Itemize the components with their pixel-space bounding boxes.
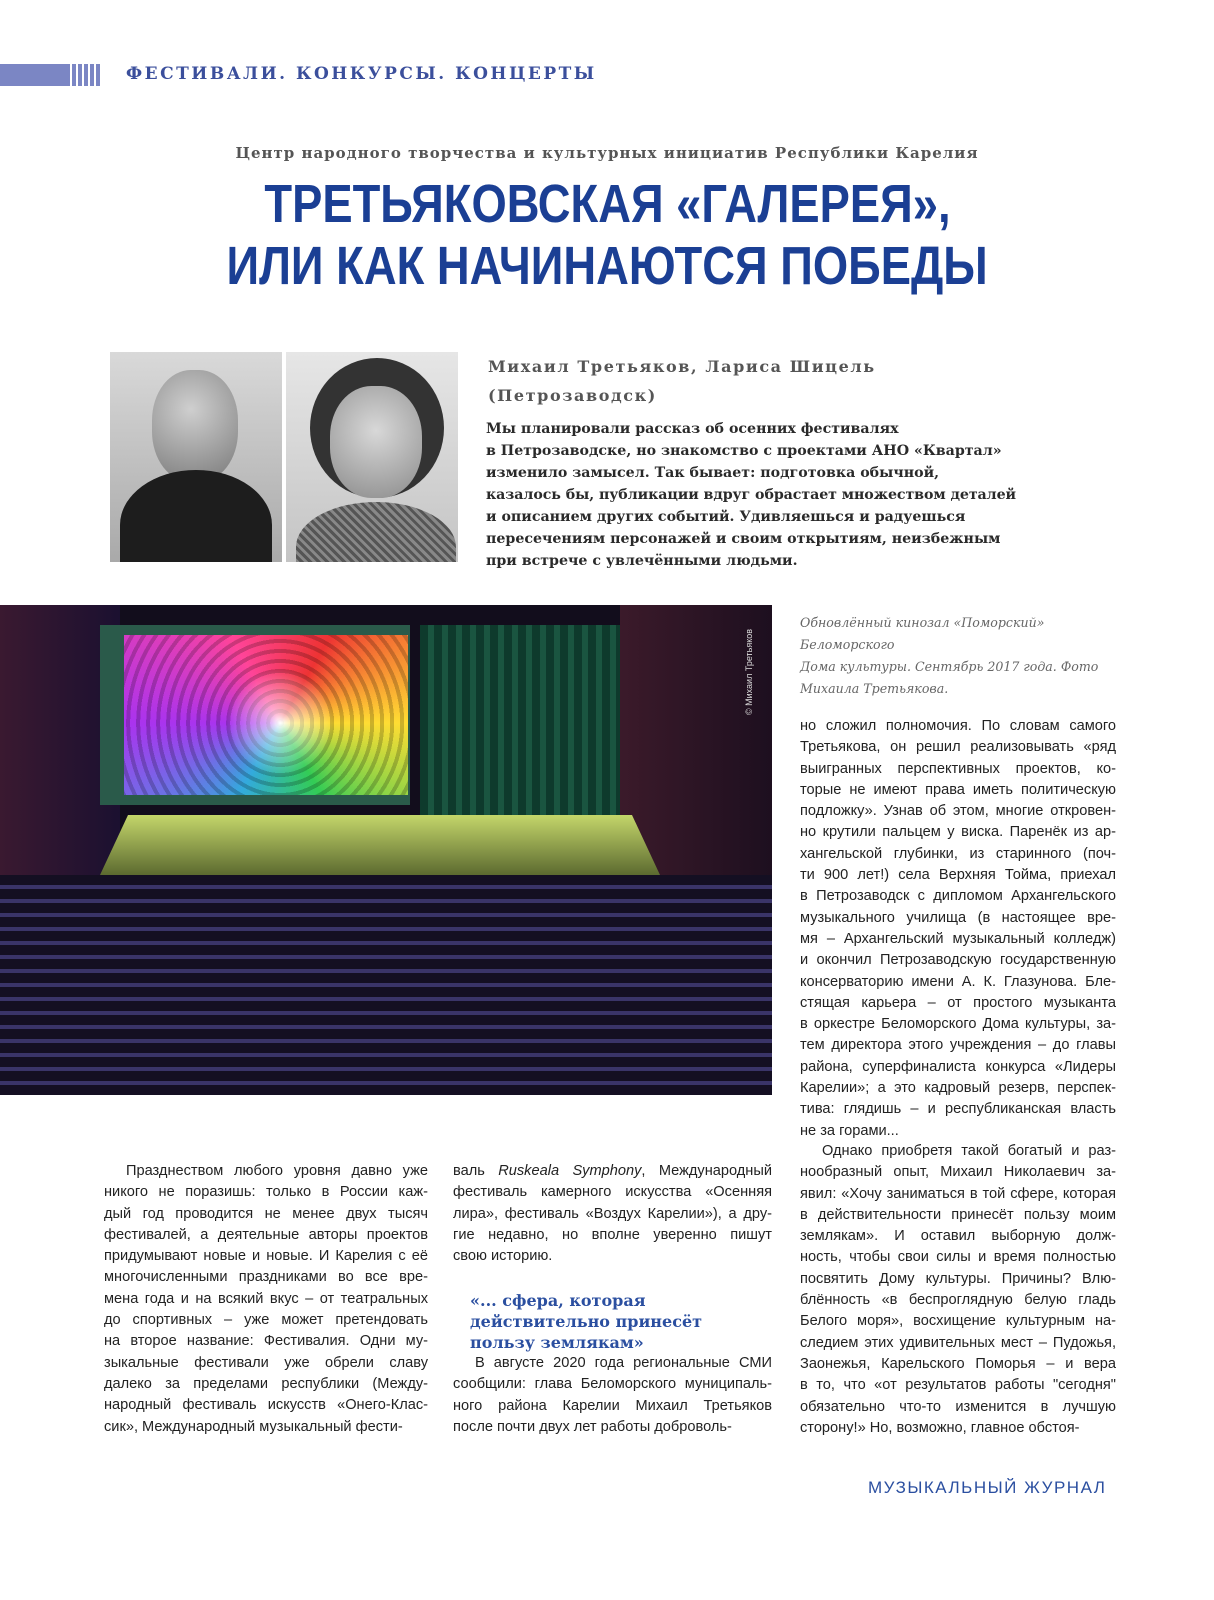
- text-line: после почти двух лет работы доброволь-: [453, 1418, 732, 1435]
- text-line: в действительности принесёт пользу моим: [800, 1206, 1116, 1223]
- photo-credit: © Михаил Третьяков: [744, 628, 754, 715]
- text-line: в Петрозаводск с дипломом Архангельского: [800, 888, 1116, 905]
- text-line: народный фестиваль искусств «Онего-Клас-: [104, 1397, 428, 1414]
- text-line: подложку». Узнав об этом, многие откровен-: [800, 803, 1116, 820]
- photo-caption: [800, 612, 1120, 700]
- text-line: мена года и на всякий вкус – от театральных: [104, 1290, 428, 1307]
- text-line: сик», Международный музыкальный фести-: [104, 1418, 403, 1435]
- text-line: многочисленными праздниками во все вре-: [104, 1269, 428, 1286]
- text-line: явил: «Хочу заниматься в той сфере, которая: [800, 1185, 1116, 1202]
- caption-line: Михаила Третьякова.: [800, 681, 949, 696]
- authors-city: (Петрозаводск): [488, 386, 657, 405]
- text-line: консерваторию имени А. К. Глазунова. Бле-: [800, 973, 1116, 990]
- caption-line: Обновлённый кинозал «Поморский» Беломорского: [800, 615, 1045, 652]
- text-line: Празднеством любого уровня давно уже: [126, 1163, 428, 1179]
- text-line: дый год проводится не менее двух тысяч: [104, 1205, 428, 1222]
- text-line: Заонежья, Карельского Поморья – и вера: [800, 1355, 1116, 1372]
- lead-line: изменило замысел. Так бывает: подготовка обычной,: [486, 465, 940, 481]
- text-line: в то, что «от результатов работы "сегодня": [800, 1377, 1116, 1394]
- text-line: но крутили пальцем у виска. Паренёк из ар-: [800, 824, 1116, 841]
- section-bar-decoration: [0, 64, 100, 86]
- magazine-footer: МУЗЫКАЛЬНЫЙ ЖУРНАЛ: [868, 1478, 1107, 1497]
- text-column-2-top: [453, 1161, 772, 1267]
- text-line: музыкального училища (в настоящее вре-: [800, 909, 1116, 926]
- text-line: свою историю.: [453, 1248, 553, 1265]
- text-line: в оркестре Беломорского Дома культуры, за-: [800, 1016, 1116, 1033]
- text-line: обязательно что-то изменится в лучшую: [800, 1398, 1116, 1415]
- text-line: фестивалей, а деятельные авторы проектов: [104, 1226, 428, 1243]
- authors-names: Михаил Третьяков, Лариса Шицель: [488, 357, 876, 376]
- text-line: района, суперфиналиста конкурса «Лидеры: [800, 1058, 1116, 1075]
- lead-line: и описанием других событий. Удивляешься и радуешься: [486, 509, 966, 525]
- author-portrait-tretyakov: [110, 352, 282, 562]
- text-line: Карелии»; а это кадровый резерв, перспек-: [800, 1080, 1116, 1097]
- article-title-line-1: ТРЕТЬЯКОВСКАЯ «ГАЛЕРЕЯ»,: [263, 174, 951, 234]
- text-line: далеко за пределами республики (Между-: [104, 1375, 428, 1392]
- text-line: торые не имеют права иметь политическую: [800, 781, 1116, 798]
- quote-line: пользу землякам»: [470, 1333, 644, 1352]
- article-authors: [488, 352, 876, 410]
- text-line: землякам». И оставил выборную долж-: [800, 1228, 1116, 1245]
- text-column-1: [104, 1161, 428, 1438]
- text-line: стящая карьера – от простого музыканта: [800, 994, 1116, 1011]
- text-line: валь Ruskeala Symphony, Международный: [453, 1163, 772, 1179]
- text-line: Однако приобретя такой богатый и раз-: [822, 1143, 1116, 1159]
- text-column-3-top: [800, 716, 1116, 1142]
- lead-line: в Петрозаводске, но знакомство с проектами АНО «Квартал»: [486, 443, 1002, 459]
- text-line: блённость «в беспроглядную белую гладь: [800, 1292, 1116, 1309]
- text-line: придумывают новые и новые. И Карелия с её: [104, 1248, 428, 1265]
- lead-line: казалось бы, публикации вдруг обрастает множеством деталей: [486, 487, 1016, 503]
- text-line: тива: глядишь – и республиканская власть: [800, 1101, 1116, 1118]
- pull-quote-subheading: [470, 1290, 702, 1353]
- lead-paragraph: [486, 418, 1016, 572]
- text-line: на второе название: Фестивалия. Одни му-: [104, 1333, 428, 1350]
- text-line: и окончил Петрозаводскую государственную: [800, 952, 1116, 969]
- caption-line: Дома культуры. Сентябрь 2017 года. Фото: [800, 659, 1099, 674]
- text-line: никого не поразишь: только в России каж-: [104, 1184, 428, 1201]
- lead-line: пересечениям персонажей и своим открытиям, неизбежным: [486, 531, 1001, 547]
- text-line: гие недавно, но вполне уверенно пишут: [453, 1226, 772, 1243]
- text-line: Третьякова, он решил реализовывать «ряд: [800, 739, 1116, 756]
- text-line: зыкальные фестивали уже обрели славу: [104, 1354, 428, 1371]
- quote-line: «... сфера, которая: [470, 1291, 646, 1310]
- text-line: тем директора этого учреждения – до главы: [800, 1037, 1116, 1054]
- article-subtitle: Центр народного творчества и культурных инициатив Республики Карелия: [235, 144, 979, 162]
- text-line: до спортивных – уже может претендовать: [104, 1312, 428, 1329]
- text-line: мя – Архангельский музыкальный колледж): [800, 930, 1116, 947]
- quote-line: действительно принесёт: [470, 1312, 703, 1331]
- text-line: не за горами...: [800, 1122, 899, 1139]
- text-line: хангельской глубинки, из старинного (поч-: [800, 845, 1116, 862]
- text-line: Белого моря», восхищение культурным на-: [800, 1313, 1116, 1330]
- text-line: лира», фестиваль «Воздух Карелии»), а дру-: [453, 1205, 772, 1222]
- text-line: сообщили: глава Беломорского муниципаль-: [453, 1376, 772, 1393]
- text-line: но сложил полномочия. По словам самого: [800, 718, 1116, 734]
- lead-line: при встрече с увлечёнными людьми.: [486, 553, 798, 569]
- text-line: ти 900 лет!) села Верхняя Тойма, приехал: [800, 867, 1116, 884]
- lead-line: Мы планировали рассказ об осенних фестивалях: [486, 421, 899, 437]
- text-line: ность, чтобы свои силы и время полностью: [800, 1249, 1116, 1266]
- text-line: фестиваль камерного искусства «Осенняя: [453, 1184, 772, 1201]
- text-line: сторону!» Но, возможно, главное обстоя-: [800, 1419, 1080, 1436]
- text-column-2-bottom: [453, 1353, 772, 1438]
- cinema-hall-photo: [0, 605, 772, 1095]
- section-heading: ФЕСТИВАЛИ. КОНКУРСЫ. КОНЦЕРТЫ: [126, 64, 597, 84]
- text-line: ного района Карелии Михаил Третьяков: [453, 1397, 772, 1414]
- text-column-3-bottom: [800, 1141, 1116, 1439]
- author-portrait-shitsel: [286, 352, 458, 562]
- text-line: посвятить Дому культуры. Причины? Влю-: [800, 1270, 1116, 1287]
- text-line: следием этих удивительных мест – Пудожья,: [800, 1334, 1116, 1351]
- text-line: В августе 2020 года региональные СМИ: [475, 1355, 772, 1371]
- text-line: нообразный опыт, Михаил Николаевич за-: [800, 1164, 1116, 1181]
- text-line: выигранных перспективных проектов, ко-: [800, 760, 1116, 777]
- article-title-line-2: ИЛИ КАК НАЧИНАЮТСЯ ПОБЕДЫ: [226, 236, 988, 296]
